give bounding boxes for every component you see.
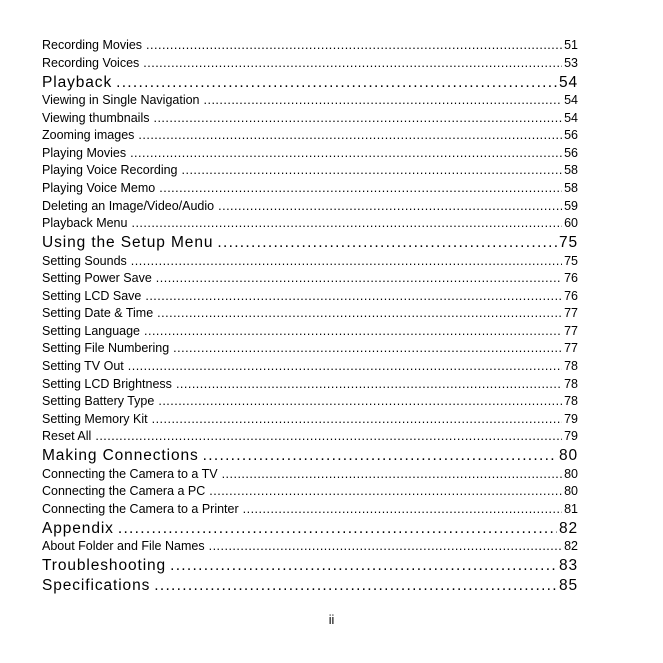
toc-entry-page-number: 60: [564, 216, 578, 231]
toc-entry[interactable]: [42, 163, 578, 181]
dot-leader: [157, 306, 562, 320]
toc-section-heading[interactable]: [42, 520, 578, 539]
toc-entry[interactable]: [42, 341, 578, 359]
toc-entry-page-number: 51: [564, 38, 578, 52]
toc-entry-page-number: 79: [564, 411, 578, 426]
toc-entry[interactable]: [42, 56, 578, 74]
toc-entry[interactable]: [42, 306, 578, 324]
dot-leader: [116, 74, 557, 92]
dot-leader: [156, 271, 562, 285]
dot-leader: [243, 502, 562, 516]
toc-entry-title: Playback: [42, 73, 113, 91]
toc-entry-page-number: 77: [564, 306, 578, 321]
dot-leader: [170, 557, 557, 575]
toc-entry-page-number: 56: [564, 128, 578, 143]
toc-entry-title: Setting Sounds: [42, 253, 127, 268]
dot-leader: [158, 394, 562, 408]
toc-entry-title: Recording Voices: [42, 55, 140, 70]
dot-leader: [143, 56, 562, 70]
toc-section-heading[interactable]: [42, 557, 578, 576]
toc-entry-title: Playing Movies: [42, 145, 127, 160]
toc-section-heading[interactable]: [42, 577, 578, 596]
toc-entry-page-number: 80: [558, 447, 578, 465]
dot-leader: [144, 324, 562, 338]
toc-entry[interactable]: [42, 377, 578, 395]
toc-entry-page-number: 85: [558, 577, 578, 595]
toc-entry[interactable]: [42, 394, 578, 412]
toc-entry-page-number: 81: [564, 502, 578, 516]
toc-entry-page-number: 76: [564, 271, 578, 286]
dot-leader: [131, 254, 562, 268]
toc-entry-page-number: 58: [564, 163, 578, 178]
toc-entry[interactable]: [42, 146, 578, 164]
toc-entry-title: Connecting the Camera a PC: [42, 484, 206, 499]
table-of-contents: [42, 38, 578, 597]
toc-entry-title: About Folder and File Names: [42, 539, 205, 554]
toc-entry-title: Connecting the Camera to a Printer: [42, 502, 239, 516]
toc-entry-page-number: 77: [564, 341, 578, 356]
dot-leader: [128, 359, 562, 373]
toc-entry[interactable]: [42, 429, 578, 447]
toc-entry-title: Setting TV Out: [42, 359, 124, 374]
toc-entry-page-number: 80: [564, 484, 578, 499]
toc-section-heading[interactable]: [42, 447, 578, 466]
toc-entry-title: Recording Movies: [42, 38, 143, 52]
toc-entry[interactable]: [42, 181, 578, 199]
toc-entry[interactable]: [42, 128, 578, 146]
dot-leader: [153, 111, 562, 125]
toc-entry-page-number: 76: [564, 288, 578, 303]
toc-entry-page-number: 59: [564, 198, 578, 213]
toc-entry-title: Setting Battery Type: [42, 394, 155, 409]
toc-entry[interactable]: [42, 412, 578, 430]
dot-leader: [130, 146, 562, 160]
toc-entry-title: Setting Date & Time: [42, 306, 154, 321]
toc-entry-title: Setting LCD Save: [42, 288, 142, 303]
toc-entry[interactable]: [42, 539, 578, 557]
toc-entry-title: Playback Menu: [42, 216, 128, 231]
dot-leader: [146, 38, 562, 52]
toc-entry-title: Viewing in Single Navigation: [42, 92, 200, 107]
dot-leader: [204, 93, 563, 107]
dot-leader: [218, 199, 562, 213]
toc-entry-title: Setting Language: [42, 323, 141, 338]
toc-entry-title: Setting Memory Kit: [42, 411, 148, 426]
dot-leader: [159, 181, 562, 195]
dot-leader: [118, 520, 557, 538]
toc-entry[interactable]: [42, 484, 578, 502]
dot-leader: [145, 289, 562, 303]
toc-entry-page-number: 54: [564, 110, 578, 125]
toc-entry-page-number: 78: [564, 394, 578, 409]
dot-leader: [154, 577, 557, 595]
toc-entry-title: Specifications: [42, 577, 151, 595]
toc-section-heading[interactable]: [42, 234, 578, 253]
toc-section-heading[interactable]: [42, 74, 578, 93]
toc-entry-page-number: 56: [564, 145, 578, 160]
toc-entry-page-number: 82: [564, 539, 578, 554]
toc-entry[interactable]: [42, 502, 578, 520]
toc-entry-page-number: 78: [564, 376, 578, 391]
toc-entry-page-number: 79: [564, 429, 578, 444]
toc-entry[interactable]: [42, 467, 578, 485]
toc-entry[interactable]: [42, 93, 578, 111]
toc-entry-title: Deleting an Image/Video/Audio: [42, 198, 215, 213]
toc-entry-page-number: 58: [564, 180, 578, 195]
dot-leader: [138, 128, 562, 142]
toc-entry[interactable]: [42, 359, 578, 377]
dot-leader: [176, 377, 562, 391]
toc-entry-title: Setting File Numbering: [42, 341, 170, 356]
page-number: ii: [328, 613, 335, 627]
toc-entry[interactable]: [42, 216, 578, 234]
toc-entry-title: Setting LCD Brightness: [42, 376, 172, 391]
dot-leader: [217, 234, 557, 252]
toc-entry-page-number: 83: [558, 557, 578, 575]
toc-entry-page-number: 75: [558, 234, 578, 252]
toc-entry[interactable]: [42, 271, 578, 289]
dot-leader: [95, 429, 562, 443]
dot-leader: [182, 163, 563, 177]
toc-entry-title: Making Connections: [42, 447, 199, 465]
dot-leader: [222, 467, 563, 481]
toc-entry[interactable]: [42, 38, 578, 56]
dot-leader: [209, 484, 562, 498]
toc-entry-title: Playing Voice Recording: [42, 163, 178, 178]
dot-leader: [131, 216, 562, 230]
toc-entry-title: Playing Voice Memo: [42, 180, 156, 195]
toc-entry-title: Setting Power Save: [42, 271, 152, 286]
toc-entry-title: Connecting the Camera to a TV: [42, 466, 218, 481]
toc-entry-page-number: 53: [564, 55, 578, 70]
toc-entry-title: Troubleshooting: [42, 557, 167, 575]
toc-entry-page-number: 77: [564, 323, 578, 338]
toc-entry-title: Appendix: [42, 519, 114, 537]
dot-leader: [203, 447, 557, 465]
toc-entry-page-number: 54: [558, 73, 578, 91]
toc-entry-title: Viewing thumbnails: [42, 110, 150, 125]
toc-entry[interactable]: [42, 199, 578, 217]
toc-entry-page-number: 78: [564, 359, 578, 374]
dot-leader: [173, 341, 562, 355]
toc-entry-title: Zooming images: [42, 128, 135, 143]
toc-entry-page-number: 75: [564, 253, 578, 268]
toc-entry[interactable]: [42, 254, 578, 272]
toc-entry-title: Using the Setup Menu: [42, 234, 214, 252]
toc-entry[interactable]: [42, 289, 578, 307]
toc-entry-page-number: 82: [558, 519, 578, 537]
toc-entry-page-number: 80: [564, 466, 578, 481]
toc-entry-title: Reset All: [42, 429, 92, 444]
toc-entry[interactable]: [42, 111, 578, 129]
toc-entry-page-number: 54: [564, 92, 578, 107]
dot-leader: [209, 539, 563, 553]
toc-entry[interactable]: [42, 324, 578, 342]
dot-leader: [152, 412, 563, 426]
